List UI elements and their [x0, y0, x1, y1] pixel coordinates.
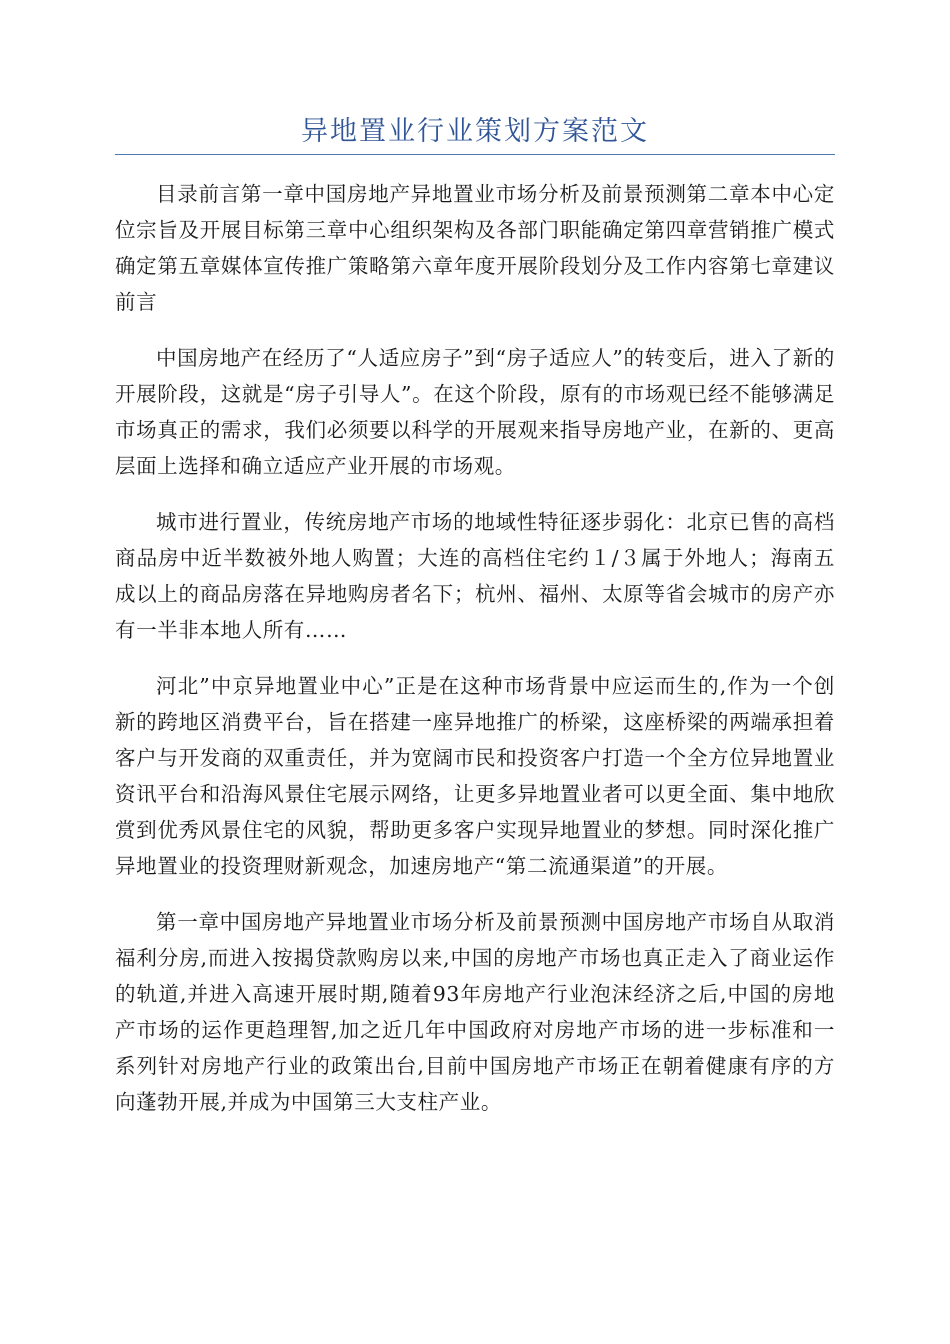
title-block	[115, 112, 835, 155]
paragraph-city-purchases: 城市进行置业，传统房地产市场的地域性特征逐步弱化：北京已售的高档商品房中近半数被外地人购置；大连的高档住宅约１/３属于外地人；海南五成以上的商品房落在异地购房者名下；杭州、福州、太原等省会城市的房产亦有一半非本地人所有……	[115, 510, 835, 642]
page-title: 异地置业行业策划方案范文	[115, 112, 835, 155]
paragraph-market-view: 中国房地产在经历了“人适应房子”到“房子适应人”的转变后，进入了新的开展阶段，这就是“房子引导人”。在这个阶段，原有的市场观已经不能够满足市场真正的需求，我们必须要以科学的开展观来指导房地产业，在新的、更高层面上选择和确立适应产业开展的市场观。	[115, 346, 835, 478]
paragraph-table-of-contents: 目录前言第一章中国房地产异地置业市场分析及前景预测第二章本中心定位宗旨及开展目标第三章中心组织架构及各部门职能确定第四章营销推广模式确定第五章媒体宣传推广策略第六章年度开展阶段划分及工作内容第七章建议前言	[115, 182, 835, 314]
paragraph-chapter-one: 第一章中国房地产异地置业市场分析及前景预测中国房地产市场自从取消福利分房,而进入按揭贷款购房以来,中国的房地产市场也真正走入了商业运作的轨道,并进入高速开展时期,随着93年房地产行业泡沫经济之后,中国的房地产市场的运作更趋理智,加之近几年中国政府对房地产市场的进一步标准和一系列针对房地产行业的政策出台,目前中国房地产市场正在朝着健康有序的方向蓬勃开展,并成为中国第三大支柱产业。	[115, 910, 835, 1114]
paragraph-center-intro: 河北”中京异地置业中心”正是在这种市场背景中应运而生的,作为一个创新的跨地区消费平台，旨在搭建一座异地推广的桥梁，这座桥梁的两端承担着客户与开发商的双重责任，并为宽阔市民和投资客户打造一个全方位异地置业资讯平台和沿海风景住宅展示网络，让更多异地置业者可以更全面、集中地欣赏到优秀风景住宅的风貌，帮助更多客户实现异地置业的梦想。同时深化推广异地置业的投资理财新观念，加速房地产“第二流通渠道”的开展。	[115, 674, 835, 878]
document-body	[115, 176, 835, 1140]
